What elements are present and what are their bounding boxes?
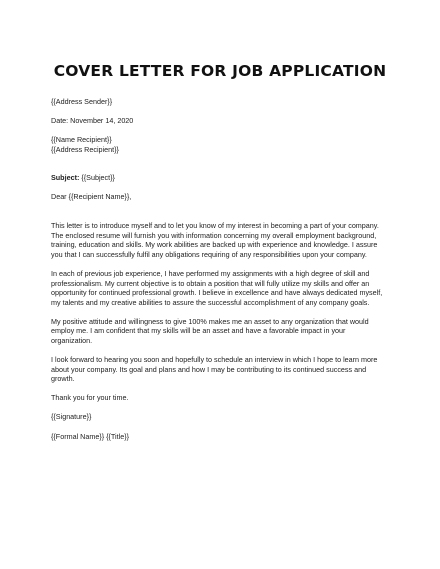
formal-name-title: {{Formal Name}} {{Title}} — [51, 431, 130, 441]
closing-line: Thank you for your time. — [51, 393, 129, 403]
document-title: COVER LETTER FOR JOB APPLICATION — [53, 62, 387, 80]
paragraph-experience — [51, 269, 391, 307]
paragraph-intro — [51, 221, 391, 259]
name-recipient: {{Name Recipient}} — [51, 135, 112, 145]
signature: {{Signature}} — [51, 412, 92, 422]
subject-label: Subject: — [51, 173, 80, 183]
paragraph-line: My positive attitude and willingness to give 100% makes me an asset to any organization that would — [51, 316, 369, 326]
salutation: Dear {{Recipient Name}}, — [51, 192, 132, 202]
paragraph-line: you that I can successfully fulfil any obligations requiring of any responsibilities upon your company. — [51, 249, 367, 259]
paragraph-line: my talents and my creative abilities to assure the successful accomplishment of any company goals. — [51, 297, 370, 307]
paragraph-interview — [51, 355, 391, 384]
paragraph-line: training, education and skills. My work abilities are backed up with experience and knowledge. I assure — [51, 240, 378, 250]
address-sender: {{Address Sender}} — [51, 97, 113, 106]
paragraph-line: In each of previous job experience, I have performed my assignments with a high degree of skill and — [51, 268, 370, 278]
paragraph-line: I look forward to hearing you soon and hopefully to schedule an interview in which I hope to learn more — [51, 355, 378, 365]
paragraph-line: employ me. I am confident that my skills will be an asset and have a favorable impact in your — [51, 326, 346, 336]
letter-body — [51, 97, 391, 441]
paragraph-line: organization. — [51, 336, 93, 345]
paragraph-line: The enclosed resume will furnish you with information concerning my overall employment background, — [51, 230, 377, 240]
date-line: Date: November 14, 2020 — [51, 116, 134, 126]
subject-value: {{Subject}} — [79, 173, 115, 183]
paragraph-attitude — [51, 317, 391, 346]
paragraph-line: about your company. Its goal and plans and how I may be contributing to its continued success and — [51, 364, 367, 374]
paragraph-line: opportunity for continued professional growth. I believe in excellence and have always dedicated myself, — [51, 288, 383, 298]
address-recipient: {{Address Recipient}} — [51, 144, 119, 154]
subject-line — [51, 173, 391, 183]
paragraph-line: professionalism. My current objective is to obtain a position that will fully utilize my skills and offer an — [51, 278, 370, 288]
paragraph-line: This letter is to introduce myself and to let you know of my interest in becoming a part of your company. — [51, 221, 379, 231]
paragraph-line: growth. — [51, 374, 75, 384]
